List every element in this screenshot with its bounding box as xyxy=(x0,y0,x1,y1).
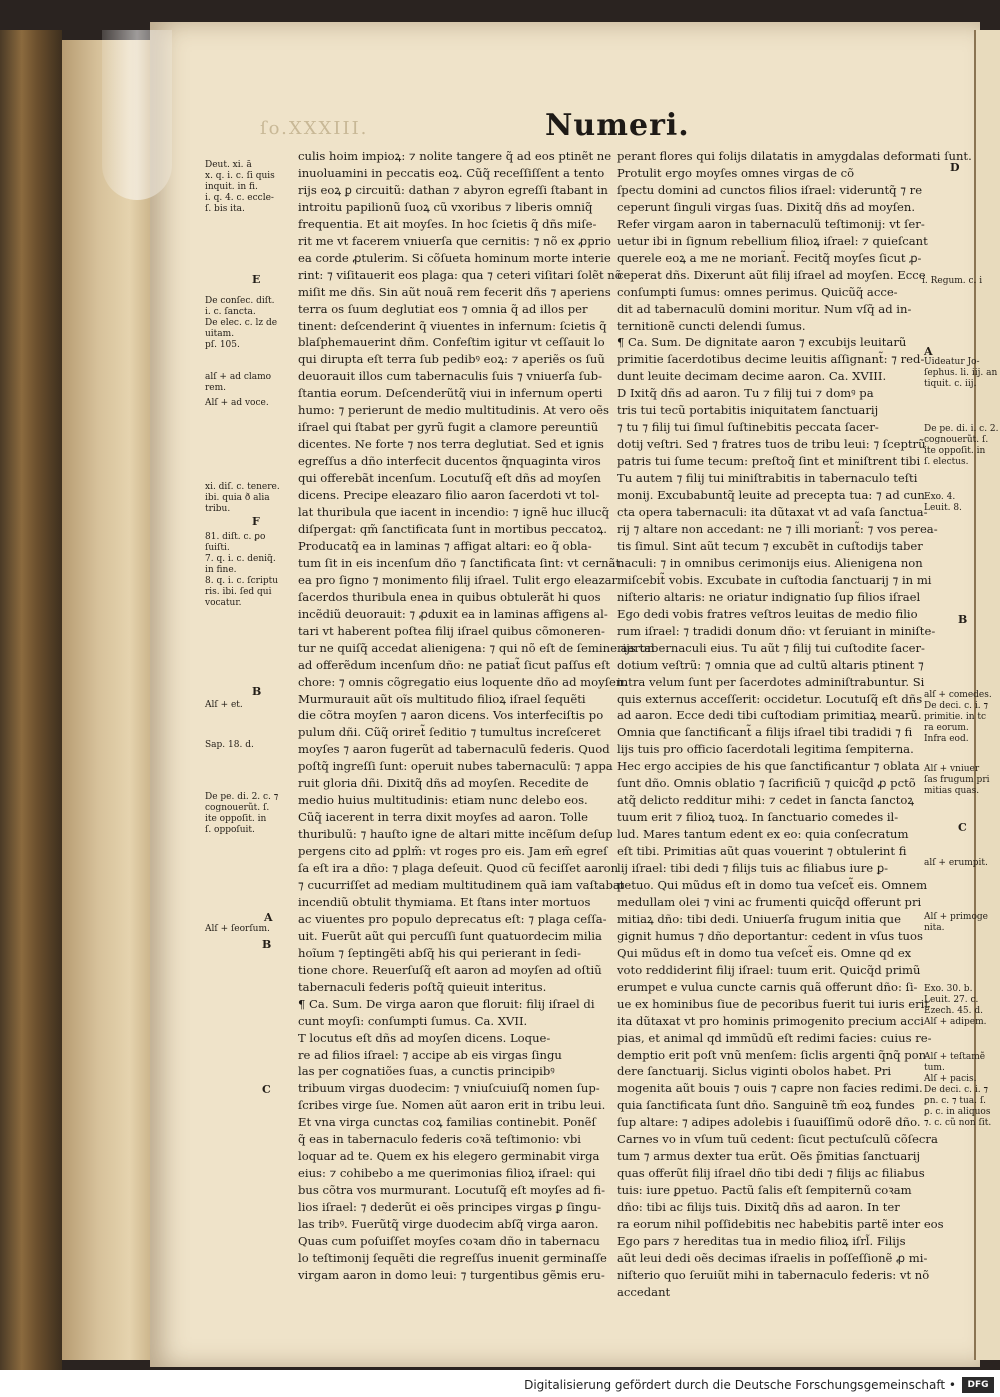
gloss-line: alſ + comedes. xyxy=(924,690,992,700)
text-line: incendiũ obtulit thymiama. Et ſtans inter mortuos xyxy=(298,894,591,909)
text-line: ad offerẽdum incenſum dño: ne patiat̃ ſicut paſſus eſt xyxy=(298,657,611,672)
text-line: Tu autem ⁊ filij tui miniſtrabitis in tabernaculo teſti xyxy=(617,471,918,486)
text-line: aũt leui dedi oẽs decimas iſraelis in poſſeſſionẽ ꝓ mi- xyxy=(617,1250,928,1265)
text-line: Refer virgam aaron in tabernaculũ teſtimonij: vt ſer- xyxy=(617,216,925,231)
text-line: chore: ⁊ omnis cõgregatio eius loquente dño ad moyſen. xyxy=(298,674,628,689)
gloss-line: Alſ + et. xyxy=(205,700,243,710)
text-line: Omnia que ſanctificant̃ a filijs iſrael tibi tradidi ⁊ fi xyxy=(617,725,913,740)
gloss-line: ite oppoſit. in xyxy=(924,446,986,456)
gloss-line: Infra eod. xyxy=(924,734,969,744)
text-line: dotium veſtrũ: ⁊ omnia que ad cultũ altaris ptinent ⁊ xyxy=(617,657,924,672)
marginal-gloss xyxy=(950,162,960,173)
text-line: miſcebit̃ vobis. Excubate in cuſtodia ſanctuarij ⁊ in mi xyxy=(617,572,932,587)
text-line: hoĩum ⁊ ſeptingẽti abſq̃ his qui perierant in ſedi- xyxy=(298,945,582,960)
text-line: dotij veſtri. Sed ⁊ fratres tuos de tribu leui: ⁊ ſceptrũ xyxy=(617,437,926,452)
gloss-line: alſ + ad clamo xyxy=(205,372,272,382)
text-line: ternitionẽ cuncti delendi ſumus. xyxy=(617,318,806,333)
text-line: dit ad tabernaculũ domini moritur. Num vſq̃ ad in- xyxy=(617,301,912,316)
gloss-line: ite oppoſit. in xyxy=(205,814,267,824)
gloss-line: B xyxy=(958,613,968,626)
gloss-line: ſephus. li. iij. an xyxy=(924,368,998,378)
text-line: tuis: iure ꝑpetuo. Pactũ ſalis eſt ſempiternũ coꝛam xyxy=(617,1183,912,1198)
gloss-line: alſ + erumpit. xyxy=(924,858,988,868)
text-line: thuribulũ: ⁊ hauſto igne de altari mitte incẽſum deſup xyxy=(298,827,613,842)
gloss-line: ra eorum. xyxy=(924,723,969,733)
text-line: las tribꝰ. Fuerũtq̃ virge duodecim abſq̃ virga aaron. xyxy=(298,1217,599,1232)
marginal-gloss xyxy=(924,764,990,797)
text-line: lat thuribula que iacent in incendio: ⁊ ignẽ huc illucq̃ xyxy=(298,505,609,520)
gloss-line: rem. xyxy=(205,383,227,393)
gloss-line: pſ. 105. xyxy=(205,340,240,350)
text-line: tione chore. Reuerſuſq̃ eſt aaron ad moyſen ad oſtiũ xyxy=(298,962,602,977)
text-line: intra velum ſunt per ſacerdotes adminiſtrabuntur. Si xyxy=(617,674,925,689)
text-line: ſa eſt ira a dño: ⁊ plaga deſeuit. Quod cũ feciſſet aaron xyxy=(298,861,619,876)
text-line: ¶ Ca. Sum. De dignitate aaron ⁊ excubijs leuitarũ xyxy=(617,335,907,350)
text-line: lij iſrael: tibi dedi ⁊ filijs tuis ac filiabus iure ꝑ- xyxy=(617,861,889,876)
text-line: tabernaculi federis poſtq̃ quieuit interitus. xyxy=(298,979,547,994)
page-title: Numeri. xyxy=(545,108,690,143)
gloss-line: ſ. bis ita. xyxy=(205,204,245,214)
gloss-line: Alſ + ſeorſum. xyxy=(205,924,270,934)
gloss-line: De deci. c. i. ⁊ xyxy=(924,1085,988,1095)
text-line: tuum erit ⁊ filioꝝ tuoꝝ. In ſanctuario comedes il- xyxy=(617,810,899,825)
text-line: cunt moyſi: conſumpti ſumus. Ca. XVII. xyxy=(298,1013,528,1028)
text-line: lios iſrael: ⁊ dederũt ei oẽs principes virgas ꝑ ſingu- xyxy=(298,1200,602,1215)
text-line: introitu papilionũ ſuoꝝ cũ vxoribus ⁊ liberis omniq̃ xyxy=(298,199,593,214)
text-line: re ad filios iſrael: ⁊ accipe ab eis virgas ſingu xyxy=(298,1047,562,1062)
gloss-line: E xyxy=(252,273,261,286)
text-line: quia ſanctificata ſunt dño. Sanguinẽ tm̃ eoꝝ fundes xyxy=(617,1098,915,1113)
marginal-gloss xyxy=(924,858,988,869)
text-line: mogenita aũt bouis ⁊ ouis ⁊ capre non facies redimi. xyxy=(617,1081,923,1096)
text-line: medullam olei ⁊ vini ac frumenti quicq̃d offerunt pri xyxy=(617,894,922,909)
gloss-line: 81. diſt. c. ꝑo xyxy=(205,532,266,542)
gloss-line: Leuit. 8. xyxy=(924,503,962,513)
text-line: ¶ Ca. Sum. De virga aaron que floruit: filij iſrael di xyxy=(298,996,595,1011)
marginal-gloss xyxy=(924,424,999,468)
text-line: tris tui tecũ portabitis iniquitatem ſanctuarij xyxy=(617,403,879,418)
text-line: uetur ibi in ſignum rebellium filioꝝ iſrael: ⁊ quieſcant xyxy=(617,233,928,248)
text-line: iſrael qui ſtabat per gyrũ fugit a clamore pereuntiũ xyxy=(298,420,599,435)
text-line: qui offerebãt incenſum. Locutuſq̃ eſt dñs ad moyſen xyxy=(298,471,601,486)
gloss-line: x. q. i. c. ſi quis xyxy=(205,171,275,181)
text-line: Carnes vo in vſum tuũ cedent: ſicut pectuſculũ cõſecra xyxy=(617,1132,938,1147)
text-line: ad aaron. Ecce dedi tibi cuſtodiam primitiaꝝ mearũ. xyxy=(617,708,922,723)
gloss-line: Alſ + adipem. xyxy=(924,1017,987,1027)
marginal-gloss xyxy=(924,690,992,745)
text-line: conſumpti ſumus: omnes perimus. Quicũq̃ acce- xyxy=(617,284,898,299)
gloss-line: cognouerũt. ſ. xyxy=(924,435,989,445)
text-line: ſcribes virge ſue. Nomen aũt aaron erit in tribu leui. xyxy=(298,1098,606,1113)
text-line: pergens cito ad ꝑplm̃: vt roges pro eis. Jam em̃ egreſ xyxy=(298,844,608,859)
gloss-line: tiquit. c. iij. xyxy=(924,379,977,389)
text-line: loquar ad te. Quem ex his elegero germinabit virga xyxy=(298,1149,600,1164)
text-line: ruit gloria dñi. Dixitq̃ dñs ad moyſen. Recedite de xyxy=(298,776,589,791)
marginal-gloss xyxy=(262,939,271,950)
gloss-line: Alſ + vniuer xyxy=(924,764,980,774)
gloss-line: cognouerũt. ſ. xyxy=(205,803,270,813)
text-line: gignit humus ⁊ dño deportantur: cedent in vſus tuos xyxy=(617,928,923,943)
text-line: lijs tuis pro officio ſacerdotali legitima ſempiterna. xyxy=(617,742,914,757)
marginal-gloss xyxy=(252,274,260,285)
gloss-line: Alſ + teſtamẽ xyxy=(924,1052,986,1062)
marginal-gloss xyxy=(205,792,278,836)
text-line: Ego dedi vobis fratres veſtros leuitas de medio filio xyxy=(617,606,918,621)
text-line: qui dirupta eſt terra ſub pedibꝰ eoꝝ: ⁊ aperiẽs os ſuũ xyxy=(298,352,605,367)
text-line: quis externus acceſſerit: occidetur. Locutuſq̃ eſt dñs xyxy=(617,691,923,706)
marginal-gloss xyxy=(205,296,277,351)
gloss-line: Alſ + pacis. xyxy=(924,1074,977,1084)
gloss-line: De deci. c. i. ⁊ xyxy=(924,701,988,711)
gloss-line: Exo. 4. xyxy=(924,492,956,502)
text-line: incẽdiũ deuorauit: ⁊ ꝓduxit ea in laminas affigens al- xyxy=(298,606,608,621)
gloss-line: xi. diſ. c. tenere. xyxy=(205,482,280,492)
gloss-line: Uideatur Jo- xyxy=(924,357,980,367)
gloss-line: in fine. xyxy=(205,565,237,575)
gloss-line: ſuiſti. xyxy=(205,543,230,553)
text-line: mitiaꝝ dño: tibi dedi. Uniuerſa frugum initia que xyxy=(617,911,901,926)
marginal-gloss xyxy=(924,912,988,934)
text-line: ſacerdos thuribula enea in quibus obtulerãt hi quos xyxy=(298,589,601,604)
text-line: tis ſimul. Sint aũt tecum ⁊ excubẽt in cuſtodijs taber xyxy=(617,538,923,553)
gloss-line: De pe. di. 2. c. ⁊ xyxy=(205,792,279,802)
text-line: accedant xyxy=(617,1284,671,1299)
gloss-line: Exo. 30. b. xyxy=(924,984,973,994)
text-line: tari vt haberent poſtea filij iſrael quibus cõmoneren- xyxy=(298,623,605,638)
text-line: egreſſus a dño interfecit ducentos q̃nquaginta viros xyxy=(298,454,601,469)
gloss-line: A xyxy=(924,345,933,358)
text-line: terra os ſuum deglutiat eos ⁊ omnia q̃ ad illos per xyxy=(298,301,588,316)
text-line: die cõtra moyſen ⁊ aaron dicens. Vos interfeciſtis po xyxy=(298,708,604,723)
text-line: erumpet e vulua cuncte carnis quã offerunt dño: ſi- xyxy=(617,979,918,994)
gloss-line: inquit. in fi. xyxy=(205,182,258,192)
marginal-gloss xyxy=(205,398,269,409)
gloss-line: i. q. 4. c. eccle- xyxy=(205,193,274,203)
text-line: eius: ⁊ cohibebo a me querimonias filioꝝ iſrael: qui xyxy=(298,1166,596,1181)
marginal-gloss xyxy=(924,492,962,514)
text-line: ceperat dñs. Dixerunt aũt filij iſrael ad moyſen. Ecce xyxy=(617,267,926,282)
book-binding xyxy=(0,30,62,1370)
text-line: Et vna virga cunctas coꝝ familias continebit. Ponẽſ xyxy=(298,1115,596,1130)
gloss-line: De elec. c. lz de xyxy=(205,318,278,328)
text-line: eſt tibi. Primitias aũt quas vouerint ⁊ obtulerint fi xyxy=(617,844,907,859)
text-line: Protulit ergo moyſes omnes virgas de cõ xyxy=(617,165,855,180)
text-line: dicens. Precipe eleazaro filio aaron ſacerdoti vt tol- xyxy=(298,488,600,503)
gloss-line: tum. xyxy=(924,1063,945,1073)
text-line: rijs eoꝝ ꝑ circuitũ: dathan ⁊ abyron egreſſi ſtabant in xyxy=(298,182,608,197)
text-line: Producatq̃ ea in laminas ⁊ affigat altari: eo q̃ obla- xyxy=(298,538,592,553)
text-line: bus cõtra vos murmurant. Locutuſq̃ eſt moyſes ad fi- xyxy=(298,1183,606,1198)
text-line: ſpectu domini ad cunctos filios iſrael: videruntq̃ ⁊ re xyxy=(617,182,923,197)
text-line: medio huius multitudinis: etiam nunc delebo eos. xyxy=(298,793,588,808)
text-line: ⁊ cucurriſſet ad mediam multitudinem quã iam vaſtabat xyxy=(298,877,625,892)
text-line: culis hoim impioꝝ: ⁊ nolite tangere q̃ ad eos ptinẽt ne xyxy=(298,149,612,163)
gloss-line: C xyxy=(958,821,967,834)
text-line: humo: ⁊ perierunt de medio multitudinis. At vero oẽs xyxy=(298,403,609,418)
text-line: ſup altare: ⁊ adipes adolebis i ſuauiſſimũ odorẽ dño. xyxy=(617,1115,921,1130)
gloss-line: De conſec. diſt. xyxy=(205,296,275,306)
gloss-line: Deut. xi. ā xyxy=(205,160,252,170)
text-line: pulum dñi. Cũq̃ oriret̃ ſeditio ⁊ tumultus increſceret xyxy=(298,725,601,740)
text-line: niſterio altaris: ne oriatur indignatio ſup filios iſrael xyxy=(617,589,921,604)
text-line: cta opera tabernaculi: ita dũtaxat vt ad vaſa ſanctua- xyxy=(617,505,928,520)
text-line: quas offerũt filij iſrael dño tibi dedi ⁊ filijs ac filiabus xyxy=(617,1166,925,1181)
text-line: demptio erit poſt vnũ menſem: ſiclis argenti q̃nq̃ pon xyxy=(617,1047,927,1062)
text-line: dunt leuite decimam decime aaron. Ca. XVIII. xyxy=(617,369,887,384)
text-line: Quas cum poſuiſſet moyſes coꝛam dño in tabernacu xyxy=(298,1234,600,1248)
text-line: ⁊ tu ⁊ filij tui ſimul ſuſtinebitis peccata ſacer- xyxy=(617,420,879,435)
gloss-line: nita. xyxy=(924,923,945,933)
text-line: deuorauit illos cum tabernaculis ſuis ⁊ vniuerſa ſub- xyxy=(298,369,602,384)
text-line: ſtantia eorum. Deſcenderũtq̃ viui in infernum operti xyxy=(298,386,603,401)
show-through-running-head: ſo.XXXIII. xyxy=(260,118,369,139)
gloss-line: Leuit. 27. c. xyxy=(924,995,979,1005)
text-line: uit. Fuerũt aũt qui percuſſi ſunt quatuordecim milia xyxy=(298,928,602,943)
gloss-line: De pe. di. i. c. 2. xyxy=(924,424,999,434)
text-line: Qui mũdus eſt in domo tua veſcet̃ eis. Omne qd ex xyxy=(617,945,912,960)
gloss-line: ſas frugum pri xyxy=(924,775,990,785)
marginal-gloss xyxy=(205,482,280,515)
marginal-gloss xyxy=(924,984,986,1028)
text-line: miſit me dñs. Sin aũt nouã rem fecerit dñs ⁊ aperiens xyxy=(298,284,611,299)
text-line: ac viuentes pro populo deprecatus eſt: ⁊ plaga ceſſa- xyxy=(298,911,607,926)
text-line: niſterio quo ſeruiũt mihi in tabernaculo federis: vt nõ xyxy=(617,1267,930,1282)
gloss-line: Sap. 18. d. xyxy=(205,740,254,750)
text-line: perant flores qui folijs dilatatis in amygdalas deformati ſunt. xyxy=(617,149,972,163)
text-line: ea pro ſigno ⁊ monimento filij iſrael. Tulit ergo eleazar xyxy=(298,572,618,587)
text-line: frequentia. Et ait moyſes. In hoc ſcietis q̃ dñs miſe- xyxy=(298,216,597,231)
gloss-line: i. c. ſancta. xyxy=(205,307,256,317)
gloss-line: uitam. xyxy=(205,329,235,339)
text-line: pias, et animal qd immũdũ eſt redimi facies: cuius re- xyxy=(617,1030,932,1045)
page-edges xyxy=(62,40,152,1360)
text-line: Ego pars ⁊ hereditas tua in medio filioꝝ iſrl̃. Filijs xyxy=(617,1234,906,1248)
gloss-line: ꝑn. c. ⁊ tua. ſ. xyxy=(924,1096,987,1106)
marginal-gloss xyxy=(205,924,270,935)
text-line: dño: tibi ac filijs tuis. Dixitq̃ dñs ad aaron. In ter xyxy=(617,1200,900,1215)
text-line: T locutus eſt dñs ad moyſen dicens. Loque- xyxy=(298,1030,551,1045)
gloss-line: 8. q. i. c. ſcriptu xyxy=(205,576,279,586)
marginal-gloss xyxy=(205,532,278,609)
text-line: lo teſtimonij ſequẽti die regreſſus inuenit germinaſſe xyxy=(298,1250,607,1265)
gloss-line: i. Regum. c. i xyxy=(922,276,983,286)
gloss-line: ibi. quia ð alia xyxy=(205,493,270,503)
gloss-line: tribu. xyxy=(205,504,231,514)
marginal-gloss xyxy=(958,822,967,833)
gloss-line: ⁊. c. cũ non ſit. xyxy=(924,1118,992,1128)
text-line: tinent: deſcenderint q̃ viuentes in infernum: ſcietis q̃ xyxy=(298,318,607,333)
text-line: rit me vt facerem vniuerſa que cernitis: ⁊ nõ ex ꝓprio xyxy=(298,233,611,248)
text-line: Hec ergo accipies de his que ſanctificantur ⁊ oblata xyxy=(617,759,920,774)
text-line: rum iſrael: ⁊ tradidi donum dño: vt ſeruiant in miniſte- xyxy=(617,623,936,638)
text-line: ceperunt ſinguli virgas ſuas. Dixitq̃ dñs ad moyſen. xyxy=(617,199,916,214)
gloss-line: primitie. in tc xyxy=(924,712,987,722)
text-line: atq̃ delicto redditur mihi: ⁊ cedet in ſancta ſanctoꝝ xyxy=(617,793,915,808)
text-line: inuoluamini in peccatis eoꝝ. Cũq̃ receſſiſſent a tento xyxy=(298,165,605,180)
marginal-gloss xyxy=(922,276,982,287)
gloss-line: A xyxy=(264,911,273,924)
text-line: las per cognatiões ſuas, a cunctis principibꝰ xyxy=(298,1064,555,1079)
text-line: q̃ eas in tabernaculo federis coꝛã teſtimonio: vbi xyxy=(298,1132,581,1147)
text-line: querele eoꝝ a me ne moriant̃. Fecitq̃ moyſes ſicut ꝓ- xyxy=(617,250,922,265)
text-line: Murmurauit aũt oĩs multitudo filioꝝ iſrael ſequẽti xyxy=(298,691,586,706)
text-line: poſtq̃ ingreſſi ſunt: operuit nubes tabernaculũ: ⁊ appa xyxy=(298,759,613,774)
glass-clip xyxy=(102,30,172,200)
gloss-line: Ezech. 45. d. xyxy=(924,1006,983,1016)
text-line: blaſphemauerint dñm. Confeſtim igitur vt ceſſauit lo xyxy=(298,335,605,350)
gloss-line: ris. ibi. ſed qui xyxy=(205,587,272,597)
footer-bar xyxy=(0,1375,1000,1397)
gloss-line: F xyxy=(252,515,260,528)
gloss-line: B xyxy=(262,938,272,951)
text-line: ue ex hominibus ſiue de pecoribus fuerit tui iuris erit xyxy=(617,996,930,1011)
text-line: ra eorum nihil poſſidebitis nec habebitis partẽ inter eos xyxy=(617,1217,944,1232)
text-line: petuo. Qui mũdus eſt in domo tua veſcet̃ eis. Omnem xyxy=(617,877,928,892)
text-line: diſpergat: qm̃ ſanctificata ſunt in mortibus peccatoꝝ. xyxy=(298,521,607,536)
marginal-gloss xyxy=(958,614,967,625)
text-line: D Ixitq̃ dñs ad aaron. Tu ⁊ filij tui ⁊ domꝰ pa xyxy=(617,386,874,401)
gloss-line: ſ. electus. xyxy=(924,457,969,467)
funding-notice: Digitalisierung gefördert durch die Deutsche Forschungsgemeinschaft • xyxy=(524,1378,956,1392)
gloss-line: ſ. oppoſuit. xyxy=(205,825,255,835)
text-line: primitie ſacerdotibus decime leuitis aſſignant̃: ⁊ red- xyxy=(617,352,925,367)
marginal-gloss xyxy=(252,686,261,697)
gloss-line: Alſ + ad voce. xyxy=(205,398,269,408)
text-line: virgam aaron in domo leui: ⁊ turgentibus gẽmis eru- xyxy=(298,1267,605,1282)
gloss-line: ꝑ. c. in aliquos xyxy=(924,1107,991,1117)
marginal-gloss xyxy=(924,346,997,390)
gloss-line: C xyxy=(262,1083,271,1096)
text-line: ita dũtaxat vt pro hominis primogenito precium acci xyxy=(617,1013,924,1028)
text-line: rij ⁊ altare non accedant: ne ⁊ illi moriant̃: ⁊ vos perea- xyxy=(617,521,938,536)
text-line: rijs tabernaculi eius. Tu aũt ⁊ filij tui cuſtodite ſacer- xyxy=(617,640,925,655)
text-line: moyſes ⁊ aaron fugerũt ad tabernaculũ federis. Quod xyxy=(298,742,610,757)
dfg-logo: DFG xyxy=(962,1377,994,1393)
text-column-left xyxy=(298,148,655,1284)
text-line: rint: ⁊ viſitauerit eos plaga: qua ⁊ ceteri viſitari ſolẽt nõ xyxy=(298,267,622,282)
gloss-line: D xyxy=(950,161,960,174)
marginal-gloss xyxy=(205,700,243,711)
text-line: tum ſit in eis incenſum dño ⁊ ſanctificata ſint: vt cernãt xyxy=(298,555,621,570)
text-line: dere ſanctuarij. Siclus viginti obolos habet. Pri xyxy=(617,1064,892,1079)
text-line: monij. Excubabuntq̃ leuite ad precepta tua: ⁊ ad cun xyxy=(617,488,925,503)
marginal-gloss xyxy=(252,516,260,527)
text-line: tribuum virgas duodecim: ⁊ vniuſcuiuſq̃ nomen ſup- xyxy=(298,1081,600,1096)
gloss-line: B xyxy=(252,685,262,698)
marginal-gloss xyxy=(924,1052,991,1129)
text-line: naculi: ⁊ in omnibus cerimonijs eius. Alienigena non xyxy=(617,555,923,570)
text-line: voto reddiderint filij iſrael: tuum erit. Quicq̃d primũ xyxy=(617,962,921,977)
marginal-gloss xyxy=(264,912,273,923)
marginal-gloss xyxy=(205,372,271,394)
text-line: ſunt dño. Omnis oblatio ⁊ ſacrificiũ ⁊ quicq̃d ꝓ pctõ xyxy=(617,776,916,791)
text-line: Cũq̃ iacerent in terra dixit moyſes ad aaron. Tolle xyxy=(298,810,589,825)
marginal-gloss xyxy=(205,160,275,215)
marginal-gloss xyxy=(205,740,254,751)
text-line: dicentes. Ne forte ⁊ nos terra deglutiat. Sed et ignis xyxy=(298,437,604,452)
gloss-line: vocatur. xyxy=(205,598,242,608)
gloss-line: 7. q. i. c. deniq̃. xyxy=(205,554,276,564)
text-line: tum ⁊ armus dexter tua erũt. Oẽs p̃mitias ſanctuarij xyxy=(617,1149,921,1164)
text-line: lud. Mares tantum edent ex eo: quia conſecratum xyxy=(617,827,909,842)
text-line: ea corde ꝓtulerim. Si cõſueta hominum morte interie xyxy=(298,250,611,265)
gloss-line: mitias quas. xyxy=(924,786,980,796)
gloss-line: Alſ + primoge xyxy=(924,912,988,922)
text-line: patris tui ſume tecum: preſtoq̃ ſint et miniſtrent tibi xyxy=(617,454,921,469)
text-line: tur ne quiſq̃ accedat alienigena: ⁊ qui nõ eſt de ſemine aaron xyxy=(298,640,655,655)
marginal-gloss xyxy=(262,1084,271,1095)
